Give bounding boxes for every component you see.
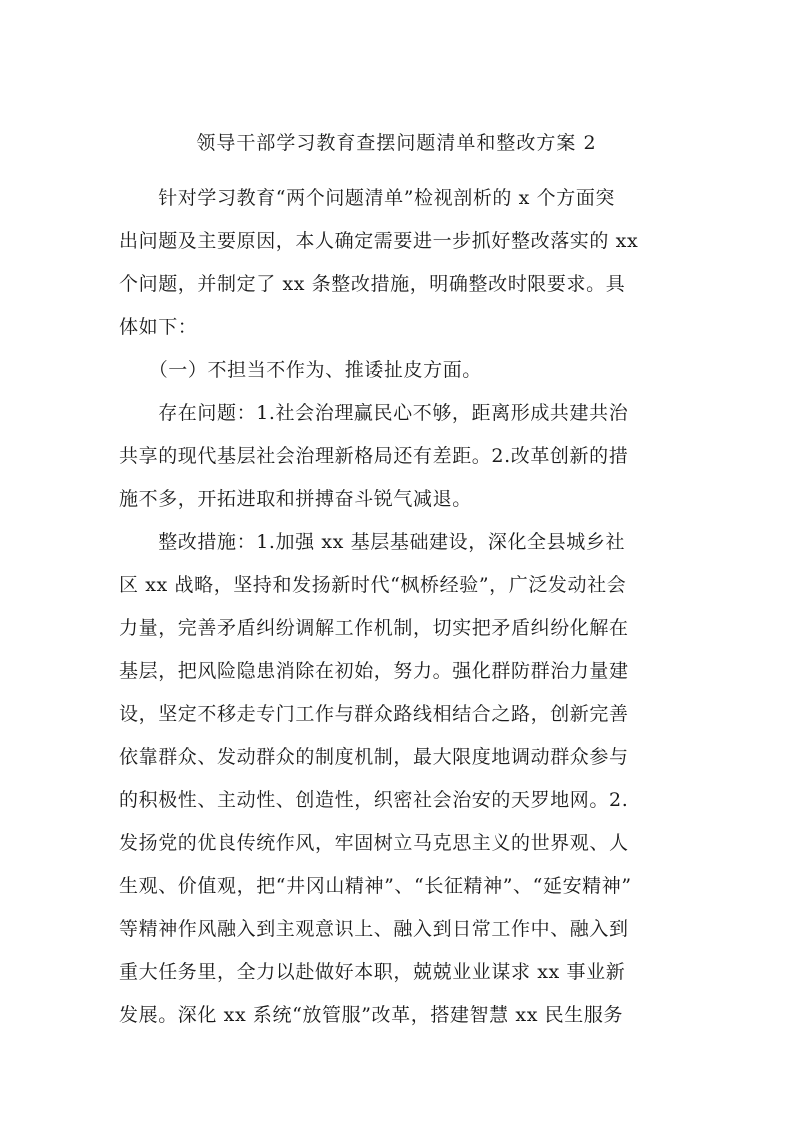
body-line: 出问题及主要原因，本人确定需要进一步抓好整改落实的 xx [119, 230, 639, 252]
body-line: 共享的现代基层社会治理新格局还有差距。2.改革创新的措 [119, 445, 629, 467]
body-line: 发扬党的优良传统作风，牢固树立马克思主义的世界观、人 [119, 832, 629, 854]
body-line: 整改措施：1.加强 xx 基层基础建设，深化全县城乡社 [119, 531, 626, 553]
body-line: 设，坚定不移走专门工作与群众路线相结合之路，创新完善 [119, 703, 629, 725]
body-line: 施不多，开拓进取和拼搏奋斗锐气减退。 [119, 488, 472, 510]
body-line: 针对学习教育“两个问题清单”检视剖析的 x 个方面突 [119, 187, 616, 209]
body-line: 依靠群众、发动群众的制度机制，最大限度地调动群众参与 [119, 746, 629, 768]
section-heading: （一）不担当不作为、推诿扯皮方面。 [119, 359, 482, 381]
body-line: 等精神作风融入到主观意识上、融入到日常工作中、融入到 [119, 918, 629, 940]
document-title: 领导干部学习教育查摆问题清单和整改方案 2 [196, 132, 597, 154]
body-line: 基层，把风险隐患消除在初始，努力。强化群防群治力量建 [119, 660, 629, 682]
body-line: 存在问题：1.社会治理赢民心不够，距离形成共建共治 [119, 402, 629, 424]
body-line: 力量，完善矛盾纠纷调解工作机制，切实把矛盾纠纷化解在 [119, 617, 629, 639]
body-line: 发展。深化 xx 系统“放管服”改革，搭建智慧 xx 民生服务 [119, 1004, 624, 1026]
body-line: 区 xx 战略，坚持和发扬新时代“枫桥经验”，广泛发动社会 [119, 574, 627, 596]
body-line: 生观、价值观，把“井冈山精神”、“长征精神”、“延安精神” [119, 875, 632, 897]
body-line: 个问题，并制定了 xx 条整改措施，明确整改时限要求。具 [119, 273, 626, 295]
body-line: 重大任务里，全力以赴做好本职，兢兢业业谋求 xx 事业新 [119, 961, 626, 983]
body-line: 体如下： [119, 316, 198, 338]
body-line: 的积极性、主动性、创造性，织密社会治安的天罗地网。2. [119, 789, 629, 811]
